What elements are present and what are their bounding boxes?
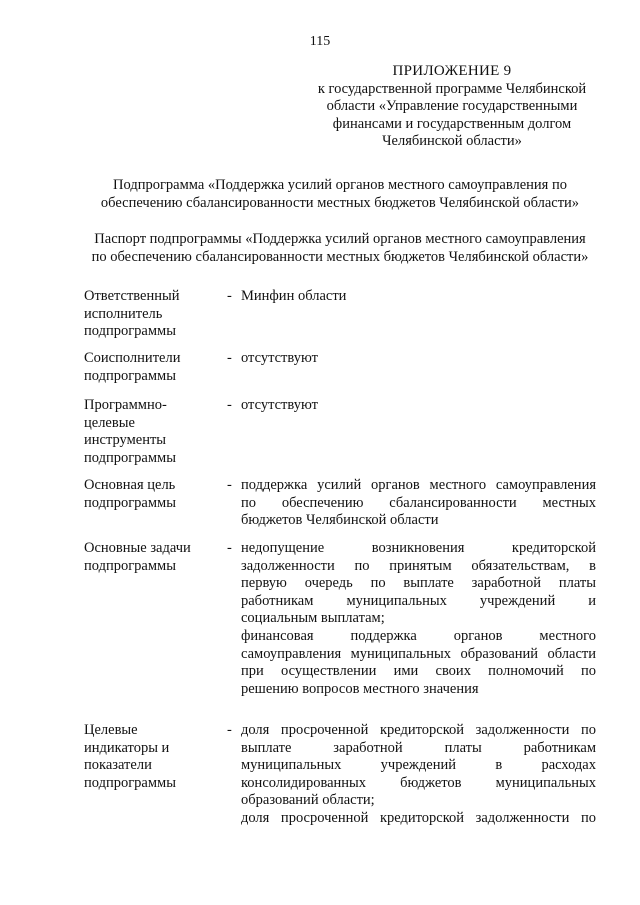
value-line: работникам муниципальных учреждений и — [241, 592, 596, 609]
appendix-block — [300, 63, 604, 151]
row-label — [84, 397, 219, 467]
appendix-line: области «Управление государственными — [326, 98, 578, 115]
row-value — [241, 397, 596, 415]
row-value — [241, 477, 596, 530]
label-line: Основные задачи — [84, 540, 191, 556]
value-line: финансовая поддержка органов местного — [241, 627, 596, 644]
appendix-line: финансами и государственным долгом — [332, 115, 572, 132]
row-dash: - — [227, 540, 232, 556]
row-value — [241, 350, 596, 368]
passport-title — [76, 231, 604, 266]
row-dash: - — [227, 477, 232, 493]
label-line: Целевые — [84, 722, 138, 738]
page-number: 115 — [309, 34, 331, 49]
value-line: при осуществлении ими своих полномочий по — [241, 663, 596, 680]
row-label — [84, 722, 219, 792]
label-line: Соисполнители — [84, 350, 181, 366]
label-line: целевые — [84, 414, 135, 431]
subprogram-title-line: Подпрограмма «Поддержка усилий органов местного самоуправления по — [113, 177, 567, 193]
value-line: доля просроченной кредиторской задолженности по — [241, 809, 596, 826]
value-line: Минфин области — [241, 288, 347, 304]
row-label — [84, 288, 219, 341]
subprogram-title-line: обеспечению сбалансированности местных бюджетов Челябинской области» — [100, 194, 580, 211]
subprogram-title — [76, 177, 604, 212]
value-line: выплате заработной платы работникам — [241, 739, 596, 756]
row-value — [241, 722, 596, 828]
value-line: консолидированных бюджетов муниципальных — [241, 774, 596, 791]
value-line: по обеспечению сбалансированности местных — [241, 494, 596, 511]
label-line: Программно- — [84, 397, 167, 413]
label-line: исполнитель — [84, 305, 163, 322]
value-line: первую очередь по выплате заработной платы — [241, 575, 596, 592]
value-line: социальным выплатам; — [241, 610, 385, 627]
row-label — [84, 350, 219, 385]
label-line: Ответственный — [84, 288, 180, 304]
label-line: подпрограммы — [84, 774, 176, 791]
row-dash: - — [227, 722, 232, 738]
label-line: Основная цель — [84, 477, 176, 493]
row-label — [84, 477, 219, 512]
value-line: бюджетов Челябинской области — [241, 512, 439, 529]
value-line: самоуправления муниципальных образований области — [241, 645, 596, 662]
label-line: подпрограммы — [84, 323, 176, 340]
row-value — [241, 540, 596, 698]
passport-title-line: Паспорт подпрограммы «Поддержка усилий органов местного самоуправления — [94, 231, 586, 247]
row-dash: - — [227, 397, 232, 413]
label-line: инструменты — [84, 432, 167, 449]
value-line: отсутствуют — [241, 397, 318, 413]
row-label — [84, 540, 219, 575]
label-line: подпрограммы — [84, 449, 176, 466]
appendix-title: ПРИЛОЖЕНИЕ 9 — [392, 63, 512, 79]
value-line: недопущение возникновения кредиторской — [241, 540, 596, 556]
value-line: образований области; — [241, 792, 375, 809]
label-line: показатели — [84, 757, 152, 774]
label-line: индикаторы и — [84, 739, 170, 756]
row-dash: - — [227, 288, 232, 304]
value-line: решению вопросов местного значения — [241, 680, 479, 697]
appendix-line: Челябинской области» — [382, 133, 522, 150]
value-line: задолженности по принятым обязательствам, в — [241, 557, 596, 574]
label-line: подпрограммы — [84, 494, 176, 511]
value-line: отсутствуют — [241, 350, 318, 366]
value-line: доля просроченной кредиторской задолженности по — [241, 722, 596, 738]
value-line: поддержка усилий органов местного самоуправления — [241, 477, 596, 493]
passport-title-line: по обеспечению сбалансированности местных бюджетов Челябинской области» — [91, 248, 589, 265]
label-line: подпрограммы — [84, 367, 176, 384]
value-line: муниципальных учреждений в расходах — [241, 757, 596, 774]
label-line: подпрограммы — [84, 557, 176, 574]
row-dash: - — [227, 350, 232, 366]
row-value — [241, 288, 596, 306]
appendix-line: к государственной программе Челябинской — [317, 80, 587, 97]
